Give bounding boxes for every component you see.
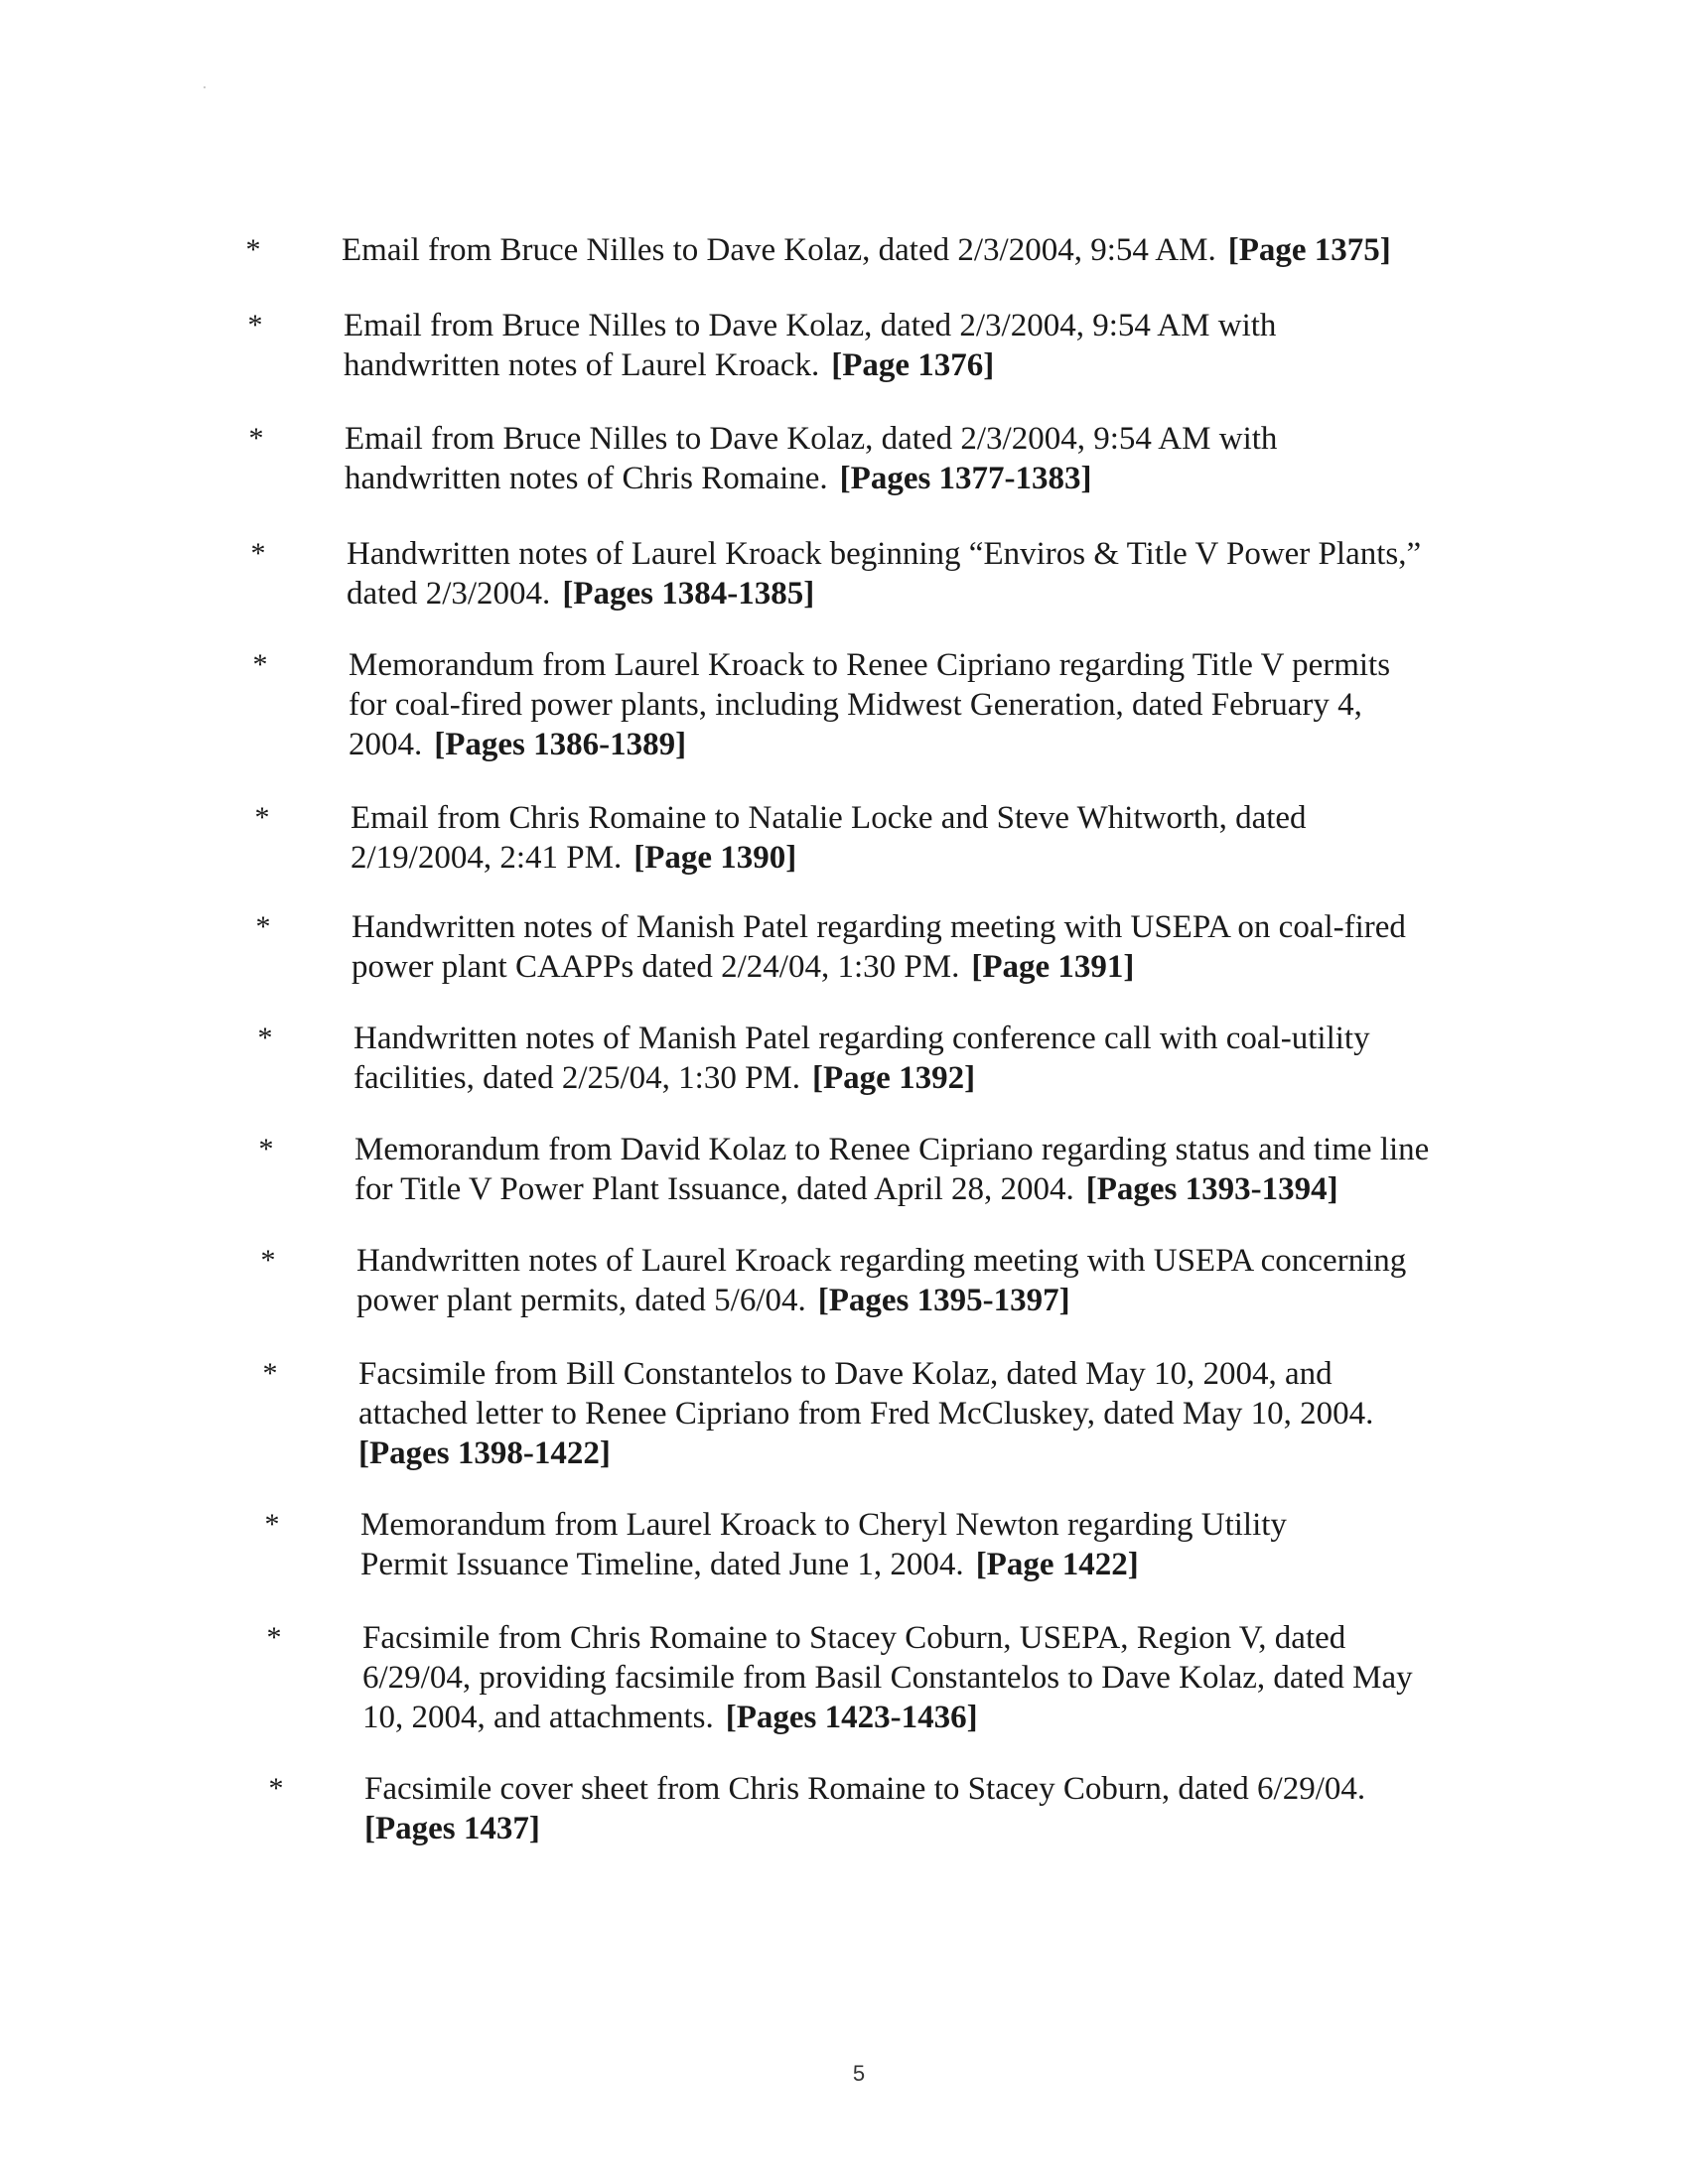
- list-item: [245, 230, 1533, 270]
- page-reference: [Pages 1384-1385]: [562, 576, 815, 612]
- page-reference: [Pages 1377-1383]: [839, 461, 1092, 496]
- list-item: [266, 1618, 1415, 1737]
- bullet-asterisk: *: [268, 1772, 284, 1805]
- list-item: [262, 1354, 1381, 1473]
- entry-description: Memorandum from Laurel Kroack to Cheryl Newton regarding Utility Permit Issuance Timeline, dated June 1, 2004.: [360, 1507, 1287, 1582]
- bullet-asterisk: *: [257, 1022, 273, 1054]
- list-item: [268, 1769, 1407, 1848]
- list-item: [257, 1019, 1396, 1098]
- entry-description: Facsimile cover sheet from Chris Romaine to Stacey Coburn, dated 6/29/04.: [364, 1771, 1366, 1807]
- list-item: [250, 534, 1439, 614]
- list-item: [247, 306, 1297, 385]
- page-reference: [Page 1392]: [812, 1060, 976, 1096]
- bullet-asterisk: *: [252, 648, 268, 681]
- entry-description: Email from Bruce Nilles to Dave Kolaz, dated 2/3/2004, 9:54 AM with handwritten notes of Chris Romaine.: [345, 421, 1278, 496]
- page-reference: [Pages 1437]: [364, 1811, 540, 1846]
- bullet-asterisk: *: [260, 1244, 276, 1277]
- bullet-asterisk: *: [250, 537, 266, 570]
- list-item: [252, 645, 1411, 764]
- scan-speck: [204, 86, 206, 88]
- bullet-asterisk: *: [264, 1508, 280, 1541]
- list-item: [260, 1241, 1429, 1320]
- entry-description: Handwritten notes of Manish Patel regarding conference call with coal-utility facilities, dated 2/25/04, 1:30 PM.: [353, 1021, 1370, 1096]
- entry-description: Facsimile from Bill Constantelos to Dave Kolaz, dated May 10, 2004, and attached letter to Renee Cipriano from Fred McCluskey, dated May 10, 2004.: [358, 1356, 1374, 1432]
- entry-description: Email from Bruce Nilles to Dave Kolaz, dated 2/3/2004, 9:54 AM.: [342, 232, 1216, 268]
- page-reference: [Pages 1395-1397]: [817, 1283, 1070, 1318]
- bullet-asterisk: *: [254, 801, 270, 834]
- list-item: [264, 1505, 1353, 1584]
- list-item: [254, 798, 1343, 878]
- bullet-asterisk: *: [247, 309, 263, 341]
- bullet-asterisk: *: [266, 1621, 282, 1654]
- entry-description: Handwritten notes of Manish Patel regarding meeting with USEPA on coal-fired power plant CAAPPs dated 2/24/04, 1:30 PM.: [351, 909, 1406, 985]
- page-reference: [Page 1376]: [831, 347, 995, 383]
- bullet-asterisk: *: [248, 422, 264, 455]
- bullet-asterisk: *: [258, 1133, 274, 1165]
- page-reference: [Page 1391]: [971, 949, 1135, 985]
- page-number: 5: [852, 2061, 866, 2086]
- entry-description: Email from Chris Romaine to Natalie Locke and Steve Whitworth, dated 2/19/2004, 2:41 PM.: [351, 800, 1307, 876]
- entry-description: Handwritten notes of Laurel Kroack regarding meeting with USEPA concerning power plant permits, dated 5/6/04.: [356, 1243, 1407, 1318]
- page-reference: [Page 1422]: [975, 1547, 1139, 1582]
- entry-description: Memorandum from Laurel Kroack to Renee Cipriano regarding Title V permits for coal-fired power plants, including Midwest Generation, dated February 4, 2004.: [349, 647, 1391, 762]
- bullet-asterisk: *: [262, 1357, 278, 1390]
- page-reference: [Pages 1398-1422]: [358, 1435, 611, 1471]
- entry-description: Email from Bruce Nilles to Dave Kolaz, dated 2/3/2004, 9:54 AM with handwritten notes of Laurel Kroack.: [344, 308, 1277, 383]
- entry-description: Memorandum from David Kolaz to Renee Cipriano regarding status and time line for Title V Power Plant Issuance, dated April 28, 2004.: [354, 1132, 1430, 1207]
- entry-description: Handwritten notes of Laurel Kroack beginning “Enviros & Title V Power Plants,” dated 2/3/2004.: [347, 536, 1422, 612]
- list-item: [258, 1130, 1447, 1209]
- page-reference: [Pages 1393-1394]: [1085, 1171, 1338, 1207]
- entry-description: Facsimile from Chris Romaine to Stacey Coburn, USEPA, Region V, dated 6/29/04, providing facsimile from Basil Constantelos to Dave Kolaz, dated May 10, 2004, and attachments.: [362, 1620, 1413, 1735]
- page-reference: [Pages 1386-1389]: [434, 727, 687, 762]
- list-item: [248, 419, 1298, 498]
- page-reference: [Page 1375]: [1227, 232, 1391, 268]
- page-reference: [Page 1390]: [633, 840, 797, 876]
- list-item: [255, 907, 1424, 987]
- bullet-asterisk: *: [245, 233, 261, 266]
- page-reference: [Pages 1423-1436]: [725, 1700, 978, 1735]
- bullet-asterisk: *: [255, 910, 271, 943]
